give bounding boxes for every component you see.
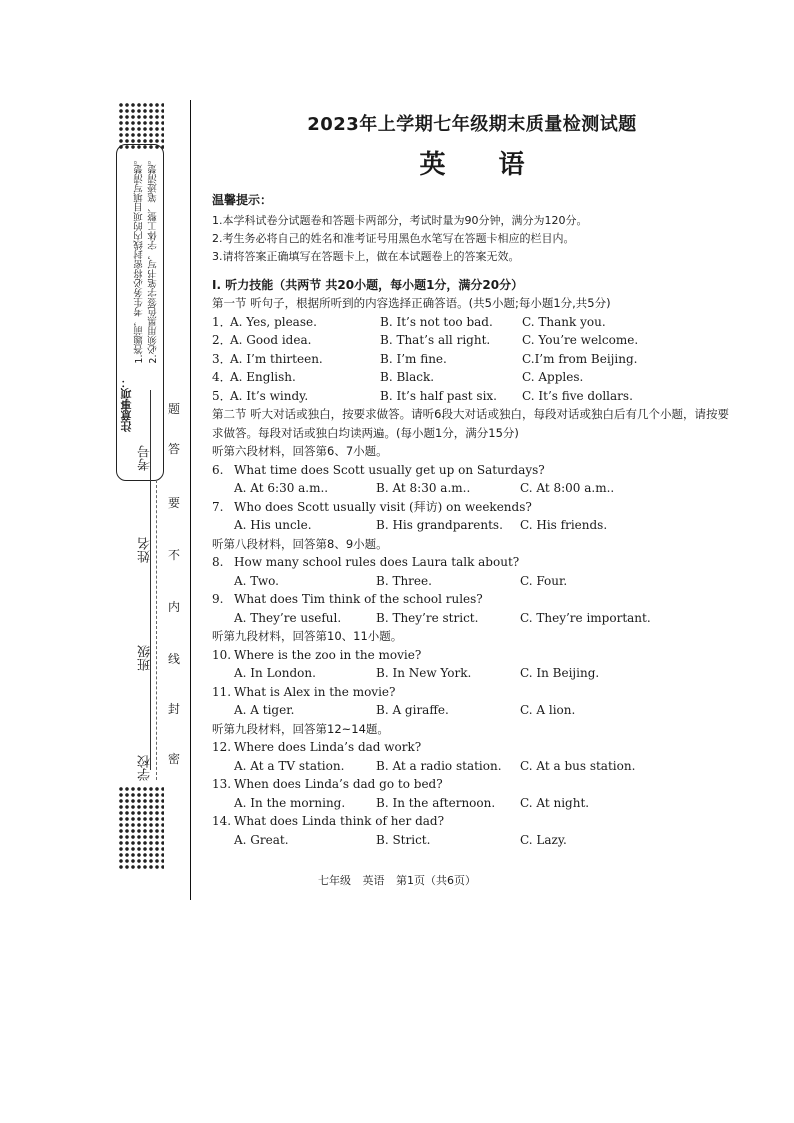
question-options [212, 831, 732, 850]
option-c: C. Four. [520, 573, 568, 588]
question-number: 9. [212, 592, 224, 606]
option-b: B. In the afternoon. [376, 795, 496, 810]
question-stem [212, 646, 732, 665]
option-a: A. I’m thirteen. [230, 351, 323, 366]
notice-box [116, 144, 164, 481]
seal-dashed-line [156, 480, 157, 780]
option-c: C. Lazy. [520, 832, 567, 847]
question-text: When does Linda’s dad go to bed? [234, 777, 443, 791]
option-a: A. At 6:30 a.m.. [234, 481, 329, 495]
option-a: A. In London. [234, 666, 316, 680]
option-c: C.I’m from Beijing. [522, 351, 638, 366]
option-a: A. English. [230, 370, 296, 384]
question-number: 4． [212, 370, 232, 384]
decorative-hatch-bottom [118, 786, 164, 870]
option-c: C. At a bus station. [520, 758, 636, 773]
question-number: 11. [212, 684, 232, 699]
option-b: B. A giraffe. [376, 703, 449, 717]
question-number: 2． [212, 333, 232, 347]
listening-instruction: 听第九段材料，回答第10、11小题。 [212, 629, 403, 643]
question-options [212, 664, 732, 683]
seal-char: 封 [167, 702, 180, 716]
option-b: B. They’re strict. [376, 610, 479, 625]
question-stem [212, 812, 732, 831]
exam-subject: 英 语 [419, 150, 547, 180]
question-number: 1． [212, 314, 232, 329]
question-row [212, 350, 732, 369]
section1-questions [212, 313, 732, 406]
part1-heading: Ⅰ. 听力技能（共两节 共20小题，每小题1分，满分20分） [212, 278, 524, 292]
section2-heading: 第二节 听大对话或独白，按要求做答。请听6段大对话或独白，每段对话或独白后有几个小题，请按要求做答。每段对话或独白均读两遍。(每小题1分，满分15分) [212, 407, 729, 440]
option-a: A. In the morning. [234, 795, 346, 810]
question-number: 7. [212, 499, 224, 514]
listening-instruction: 听第八段材料，回答第8、9小题。 [212, 536, 388, 551]
option-b: B. I’m fine. [380, 351, 447, 366]
decorative-hatch-top [118, 102, 164, 150]
option-b: B. At 8:30 a.m.. [376, 481, 471, 495]
option-c: C. A lion. [520, 703, 576, 717]
question-number: 12. [212, 740, 232, 754]
footer-page-number: 第1页（共6页） [396, 874, 476, 887]
exam-content [212, 110, 732, 849]
question-text: Who does Scott usually visit (拜访) on weekends? [234, 499, 532, 514]
option-c: C. Thank you. [522, 314, 606, 329]
tip-item: 1.本学科试卷分试题卷和答题卡两部分，考试时量为90分钟，满分为120分。 [212, 214, 588, 227]
question-stem [212, 775, 732, 794]
seal-char: 密 [167, 752, 180, 766]
seal-char: 题 [167, 402, 180, 416]
notice-line-1: 1.答题前，考生务必将密封线内的项目填写清楚。 [134, 155, 145, 364]
option-b: B. His grandparents. [376, 518, 503, 532]
question-options [212, 516, 732, 535]
seal-char: 线 [167, 652, 180, 666]
option-c: C. You’re welcome. [522, 333, 639, 347]
question-text: Where does Linda’s dad work? [234, 740, 422, 754]
tip-item: 3.请将答案正确填写在答题卡上，做在本试题卷上的答案无效。 [212, 250, 520, 263]
option-a: A. Great. [234, 832, 289, 847]
question-number: 8. [212, 555, 224, 569]
question-row [212, 368, 732, 387]
option-b: B. In New York. [376, 666, 472, 680]
section1-heading: 第一节 听句子，根据所听到的内容选择正确答语。(共5小题;每小题1分,共5分) [212, 296, 611, 310]
question-row [212, 313, 732, 332]
page-footer [0, 872, 794, 888]
listening-instruction: 听第六段材料，回答第6、7小题。 [212, 444, 388, 458]
option-a: A. A tiger. [234, 703, 295, 717]
option-a: A. Two. [234, 573, 279, 588]
tip-item: 2.考生务必将自己的姓名和准考证号用黑色水笔写在答题卡相应的栏目内。 [212, 232, 575, 245]
question-row [212, 331, 732, 350]
question-number: 10. [212, 647, 232, 662]
seal-char: 答 [167, 442, 180, 456]
class-label: 班级 [138, 645, 153, 671]
option-c: C. Apples. [522, 370, 584, 384]
option-c: C. It’s five dollars. [522, 388, 633, 403]
question-stem [212, 590, 732, 609]
question-options [212, 479, 732, 498]
option-a: A. It’s windy. [230, 388, 309, 403]
option-c: C. His friends. [520, 518, 608, 532]
question-row [212, 387, 732, 406]
option-b: B. At a radio station. [376, 758, 502, 773]
seal-char: 不 [167, 548, 180, 562]
option-c: C. At 8:00 a.m.. [520, 481, 615, 495]
school-label: 学校 [138, 755, 153, 781]
listening-instruction: 听第九段材料，回答第12~14题。 [212, 721, 389, 736]
question-text: What does Tim think of the school rules? [234, 592, 483, 606]
option-b: B. That’s all right. [380, 333, 491, 347]
option-a: A. Good idea. [230, 333, 312, 347]
exam-title: 2023年上学期七年级期末质量检测试题 [307, 114, 637, 135]
option-b: B. Three. [376, 573, 432, 588]
question-text: What time does Scott usually get up on Saturdays? [234, 462, 545, 477]
option-a: A. His uncle. [234, 518, 312, 532]
question-number: 14. [212, 814, 232, 828]
question-number: 13. [212, 777, 232, 791]
option-b: B. Strict. [376, 832, 431, 847]
question-stem [212, 461, 732, 480]
footer-subject: 英语 [362, 874, 385, 887]
exam-number-label: 考号 [138, 445, 153, 471]
question-number: 6. [212, 462, 224, 477]
name-label: 姓名 [138, 537, 153, 563]
question-text: Where is the zoo in the movie? [234, 647, 422, 662]
question-text: What is Alex in the movie? [234, 684, 396, 699]
option-c: C. They’re important. [520, 610, 651, 625]
binding-line [190, 100, 191, 900]
notice-heading: 注意事项： [120, 377, 133, 432]
seal-char: 要 [167, 496, 180, 510]
option-a: A. They’re useful. [234, 610, 342, 625]
option-b: B. It’s not too bad. [380, 314, 493, 329]
question-options [212, 572, 732, 591]
option-b: B. Black. [380, 370, 435, 384]
option-c: C. In Beijing. [520, 666, 600, 680]
option-b: B. It’s half past six. [380, 388, 497, 403]
question-stem [212, 498, 732, 517]
seal-char: 内 [167, 600, 180, 614]
fill-in-line [150, 390, 151, 770]
question-number: 3． [212, 351, 232, 366]
question-options [212, 757, 732, 776]
option-a: A. At a TV station. [234, 758, 345, 773]
question-options [212, 794, 732, 813]
section2-questions [212, 442, 732, 849]
question-options [212, 609, 732, 628]
question-options [212, 701, 732, 720]
question-stem [212, 683, 732, 702]
footer-grade: 七年级 [318, 874, 351, 887]
option-c: C. At night. [520, 795, 590, 810]
binding-margin [100, 100, 192, 900]
tips-heading: 温馨提示： [212, 193, 273, 207]
question-stem [212, 738, 732, 757]
option-a: A. Yes, please. [230, 314, 317, 329]
question-text: What does Linda think of her dad? [234, 814, 445, 828]
question-number: 5． [212, 388, 232, 403]
notice-line-2: 2.必须用黑色签字笔书写，字体工整、笔迹清楚。 [148, 155, 159, 364]
question-stem [212, 553, 732, 572]
question-text: How many school rules does Laura talk about? [234, 555, 520, 569]
